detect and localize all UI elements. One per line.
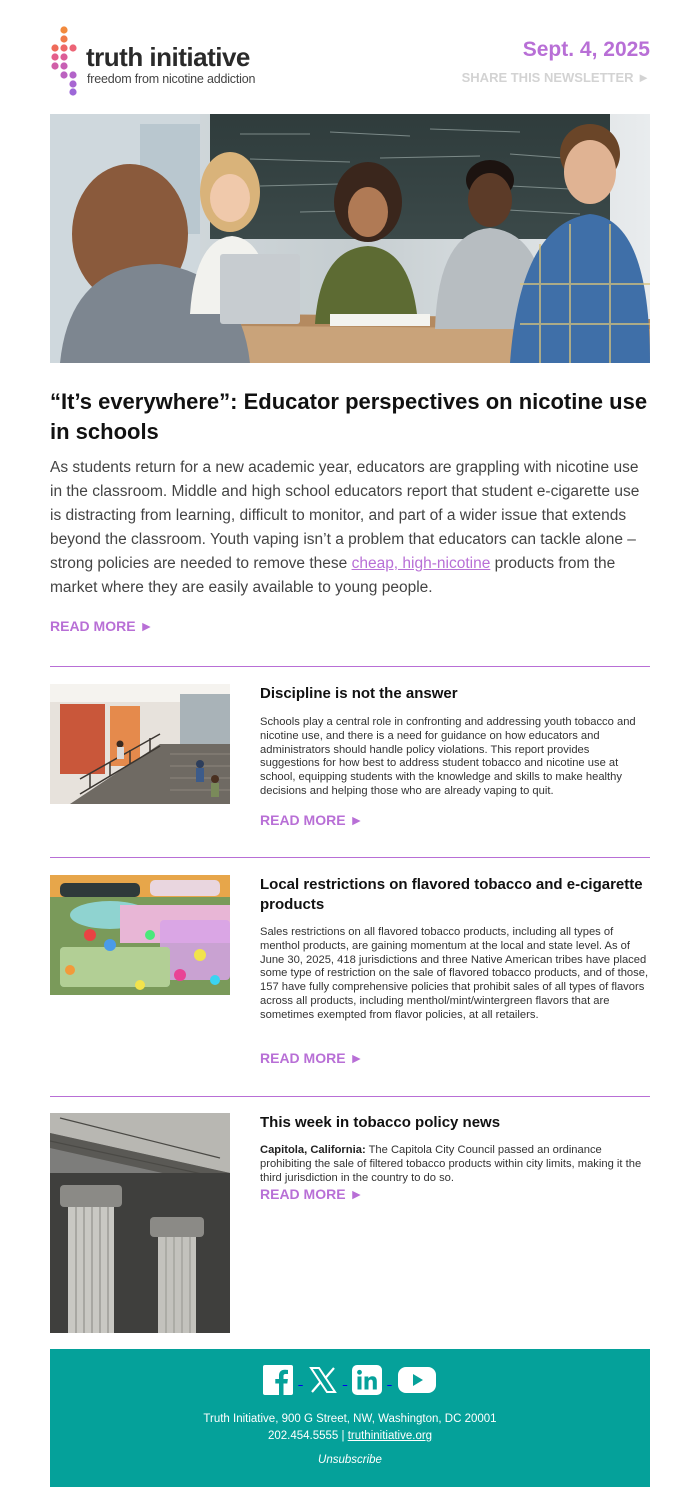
social-links xyxy=(50,1365,650,1395)
story-3-body-text: The Capitola City Council passed an ordinance prohibiting the sale of filtered tobacco products within city limits, making it the third jurisdiction in the country to do so. xyxy=(260,1144,642,1184)
footer-phone: 202.454.5555 xyxy=(267,1430,339,1442)
story-3-body-lead: Capitola, California: xyxy=(260,1144,366,1156)
divider xyxy=(50,1096,650,1097)
logo-dots-icon xyxy=(50,24,86,98)
students-photo xyxy=(50,114,650,363)
feature-inline-link[interactable]: cheap, high-nicotine xyxy=(351,555,491,572)
unsubscribe-link[interactable]: Unsubscribe xyxy=(318,1454,382,1466)
linkedin-link[interactable] xyxy=(347,1371,391,1388)
story-2-title[interactable]: Local restrictions on flavored tobacco and e-cigarette products xyxy=(260,876,643,913)
x-link[interactable] xyxy=(303,1371,347,1388)
story-3-title[interactable]: This week in tobacco policy news xyxy=(260,1114,501,1131)
youtube-link[interactable] xyxy=(392,1371,442,1388)
footer-address: Truth Initiative, 900 G Street, NW, Washington, DC 20001 xyxy=(203,1413,497,1425)
divider xyxy=(50,666,650,667)
story-3-read-more-link[interactable]: READ MORE ► xyxy=(260,1186,364,1202)
footer-separator: | xyxy=(338,1430,348,1442)
brand-tagline: freedom from nicotine addiction xyxy=(87,72,256,86)
x-icon xyxy=(308,1365,338,1395)
story-1-read-more-link[interactable]: READ MORE ► xyxy=(260,812,364,828)
school-hallway-photo xyxy=(50,684,230,804)
divider xyxy=(50,857,650,858)
vapes-and-candy-photo xyxy=(50,875,230,995)
linkedin-icon xyxy=(352,1365,382,1395)
share-newsletter-link[interactable]: SHARE THIS NEWSLETTER ► xyxy=(461,70,650,85)
building-columns-photo xyxy=(50,1113,230,1333)
facebook-icon xyxy=(263,1365,293,1395)
feature-read-more-link[interactable]: READ MORE ► xyxy=(50,618,154,634)
feature-headline[interactable]: “It’s everywhere”: Educator perspectives on nicotine use in schools xyxy=(50,389,648,444)
hero-image[interactable] xyxy=(50,114,650,363)
feature-body-text-1: As students return for a new academic year, educators are grappling with nicotine use in the classroom. Middle and high school educators report that student e-cigarette use is distracting from learning, difficult to monitor, and part of a wider issue that extends beyond the classroom. Youth vaping isn’t a problem that educators can tackle alone – strong policies are needed to remove these xyxy=(50,459,640,572)
feature-body xyxy=(50,456,650,600)
story-1-title[interactable]: Discipline is not the answer xyxy=(260,685,458,702)
logo[interactable] xyxy=(50,24,300,98)
story-2-body: Sales restrictions on all flavored tobacco products, including all types of menthol products, are gaining momentum at the local and state level. As of June 30, 2025, 418 jurisdictions and three Native American tribes have placed some type of restriction on the sale of flavored tobacco products, and of those, 157 have fully comprehensive policies that prohibit sales of all types of flavors across all products, including menthol/mint/wintergreen flavors that are sometimes exempted from flavor policies, at all retailers. xyxy=(260,926,649,1021)
footer xyxy=(50,1349,650,1487)
brand-name: truth initiative xyxy=(86,42,250,72)
story-1-thumbnail[interactable] xyxy=(50,684,230,804)
story-1-body: Schools play a central role in confronting and addressing youth tobacco and nicotine use, and there is a need for guidance on how educators and administrators should handle policy violations. This report provides suggestions for how best to address student tobacco and nicotine use at school, equipping students with the knowledge and skills to make healthy decisions and helping those who are already vaping to quit. xyxy=(260,716,636,797)
story-3-thumbnail[interactable] xyxy=(50,1113,230,1333)
footer-contact xyxy=(50,1428,650,1445)
footer-website-link[interactable]: truthinitiative.org xyxy=(347,1430,433,1442)
issue-date: Sept. 4, 2025 xyxy=(522,38,650,61)
header xyxy=(50,24,650,100)
youtube-icon xyxy=(397,1365,437,1395)
facebook-link[interactable] xyxy=(258,1371,302,1388)
feature-body-text-2: products from the market where they are easily available to young people. xyxy=(50,555,616,596)
story-2-read-more-link[interactable]: READ MORE ► xyxy=(260,1050,364,1066)
story-2-thumbnail[interactable] xyxy=(50,875,230,995)
story-3-body xyxy=(260,1144,650,1185)
